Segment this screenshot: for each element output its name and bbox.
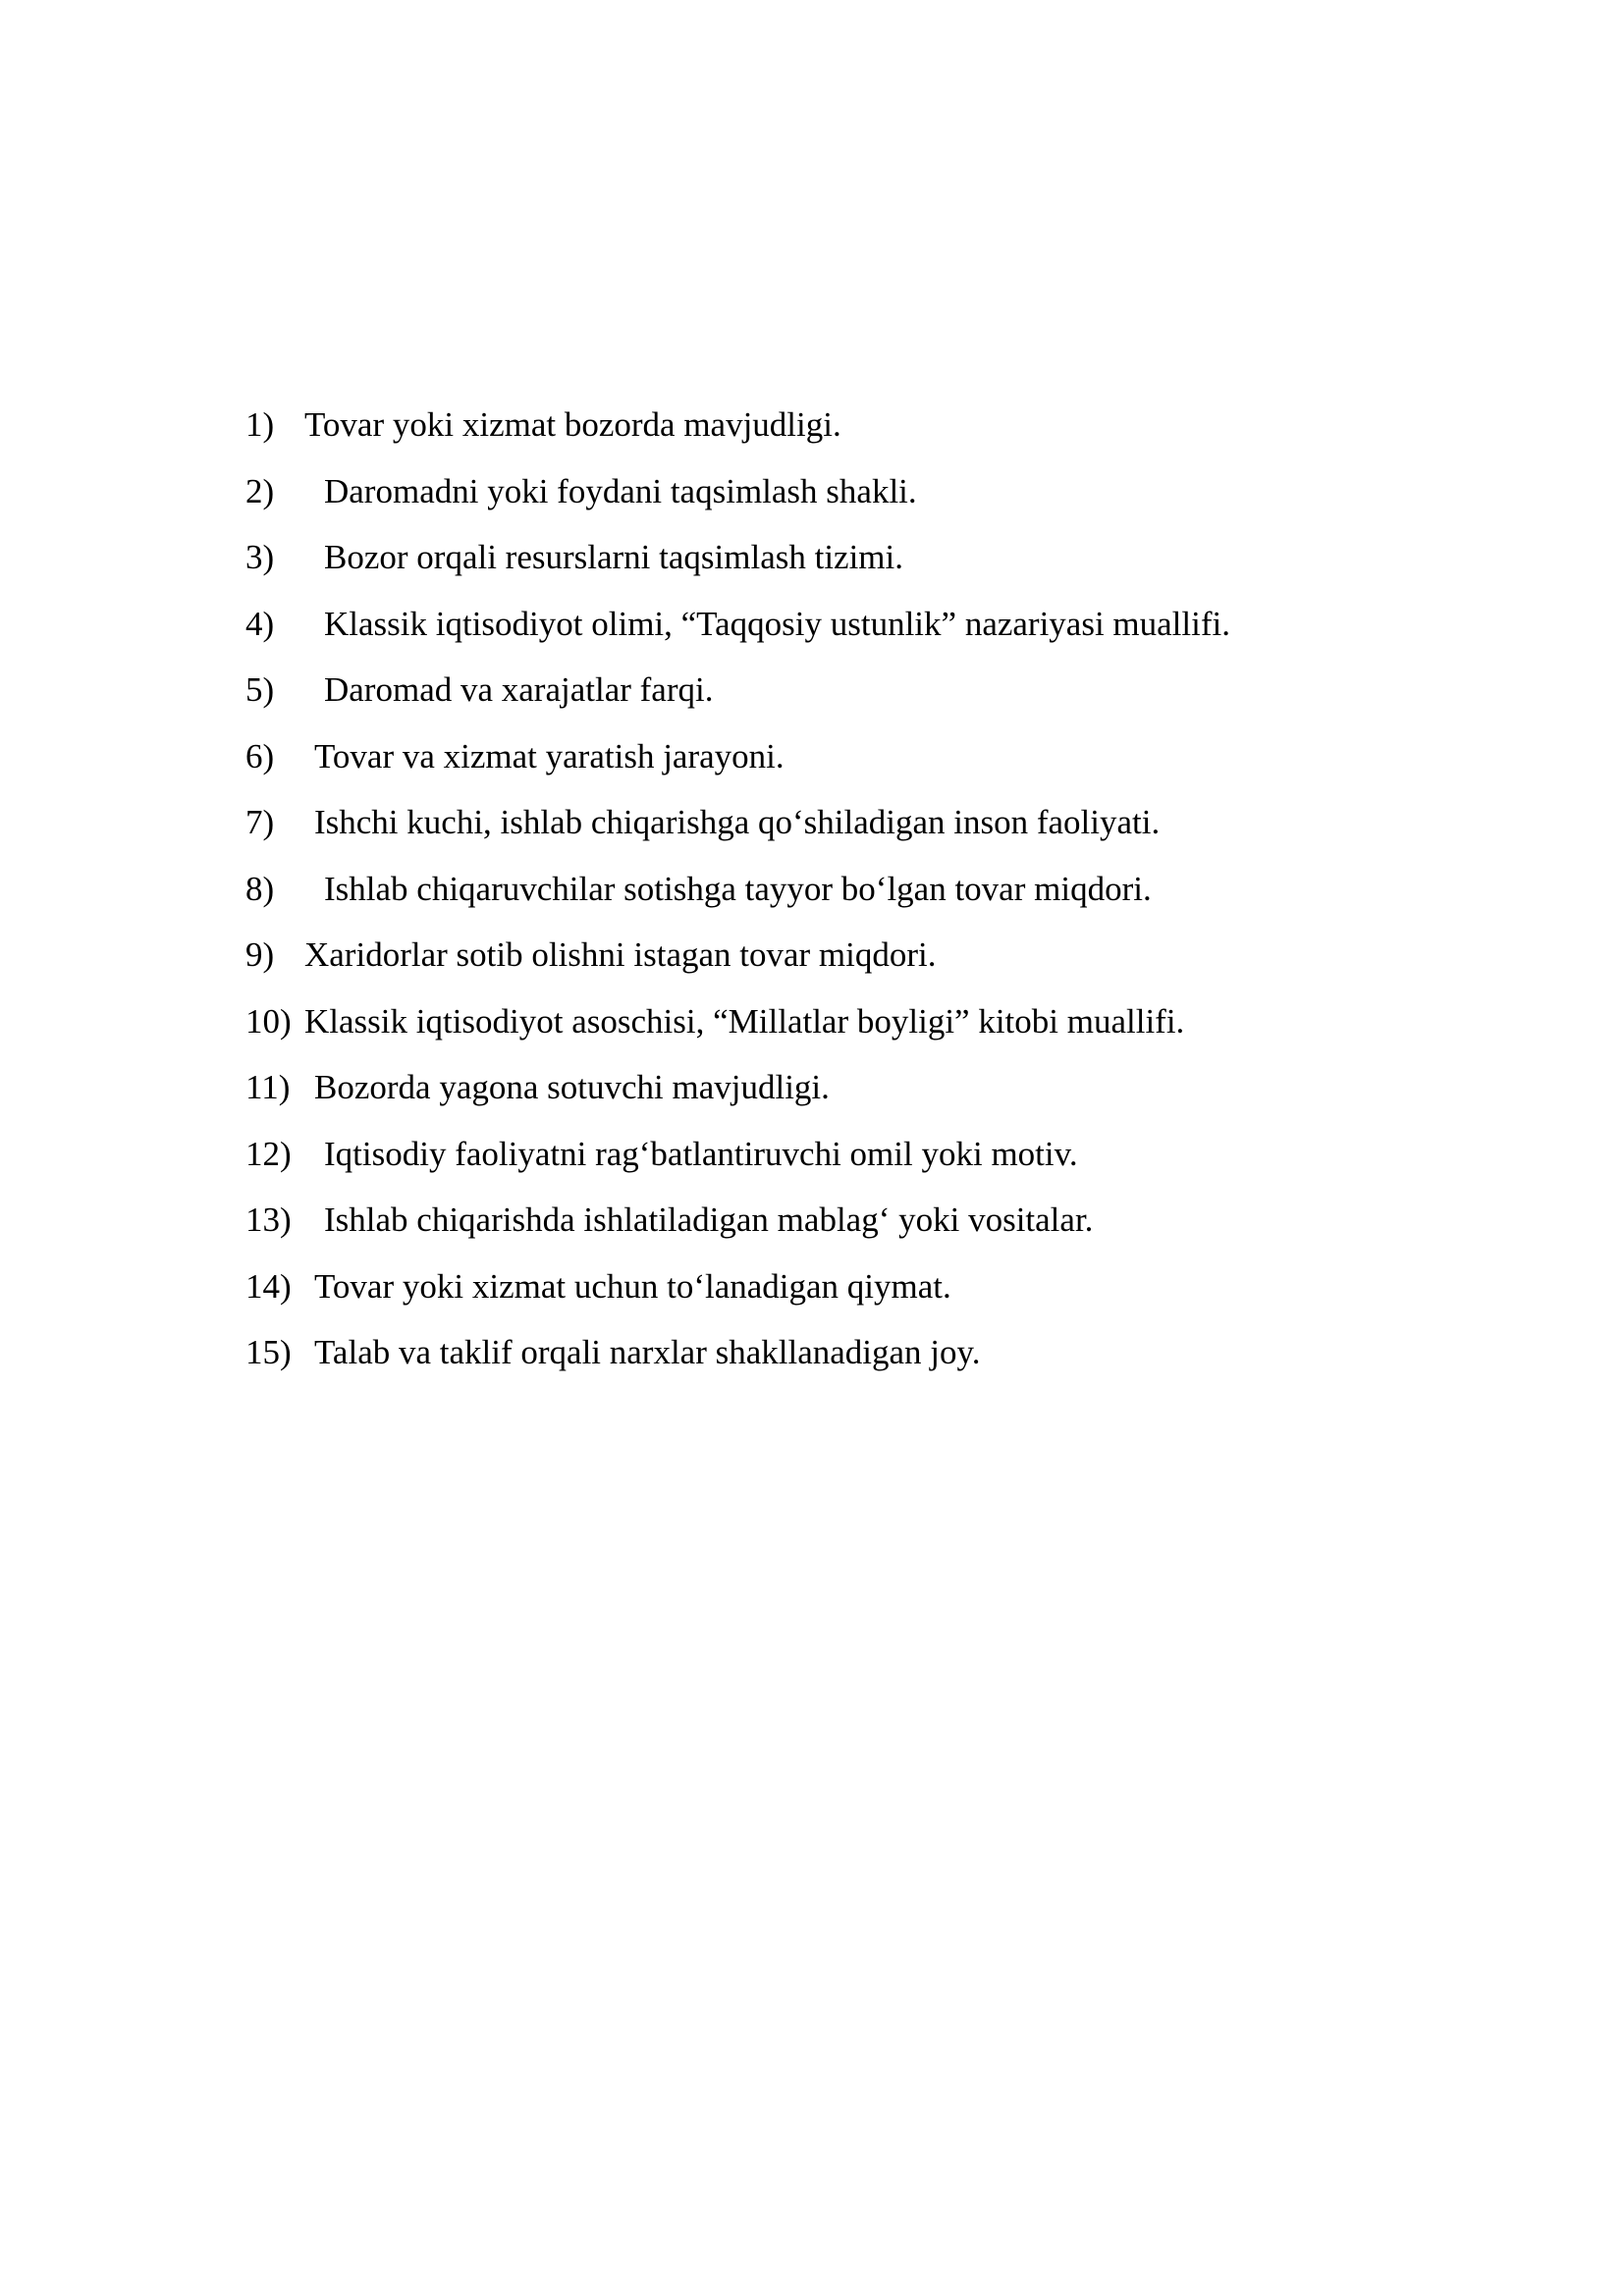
item-text: Klassik iqtisodiyot olimi, “Taqqosiy ustunlik” nazariyasi muallifi. bbox=[324, 604, 1230, 643]
item-text: Tovar va xizmat yaratish jarayoni. bbox=[314, 736, 785, 775]
item-number: 7) bbox=[245, 803, 275, 841]
list-item bbox=[245, 997, 1424, 1064]
item-number: 3) bbox=[245, 538, 275, 576]
item-text: Daromad va xarajatlar farqi. bbox=[324, 670, 714, 709]
item-text: Xaridorlar sotib olishni istagan tovar miqdori. bbox=[304, 935, 937, 974]
item-number: 13) bbox=[245, 1201, 292, 1239]
item-number: 11) bbox=[245, 1068, 291, 1106]
item-text: Iqtisodiy faoliyatni rag‘batlantiruvchi omil yoki motiv. bbox=[324, 1134, 1078, 1173]
list-item bbox=[245, 865, 1424, 932]
item-number: 9) bbox=[245, 935, 275, 974]
item-text: Ishchi kuchi, ishlab chiqarishga qo‘shiladigan inson faoliyati. bbox=[314, 803, 1161, 841]
item-number: 5) bbox=[245, 670, 275, 709]
item-text: Klassik iqtisodiyot asoschisi, “Millatlar boyligi” kitobi muallifi. bbox=[304, 1001, 1185, 1041]
list-item bbox=[245, 931, 1424, 997]
item-text: Bozor orqali resurslarni taqsimlash tizimi. bbox=[324, 538, 904, 576]
item-text: Bozorda yagona sotuvchi mavjudligi. bbox=[314, 1068, 830, 1106]
item-text: Ishlab chiqaruvchilar sotishga tayyor bo‘lgan tovar miqdori. bbox=[324, 869, 1152, 908]
item-number: 10) bbox=[245, 1001, 292, 1041]
item-number: 4) bbox=[245, 604, 275, 643]
item-number: 2) bbox=[245, 471, 275, 510]
list-item bbox=[245, 1262, 1424, 1329]
item-text: Talab va taklif orqali narxlar shakllanadigan joy. bbox=[314, 1333, 981, 1371]
list-item bbox=[245, 533, 1424, 600]
list-item bbox=[245, 1063, 1424, 1130]
item-number: 1) bbox=[245, 405, 275, 444]
list-item bbox=[245, 400, 1424, 467]
list-item bbox=[245, 467, 1424, 534]
list-item bbox=[245, 798, 1424, 865]
item-number: 12) bbox=[245, 1134, 292, 1173]
item-number: 14) bbox=[245, 1266, 292, 1306]
list-item bbox=[245, 1328, 1424, 1395]
item-number: 6) bbox=[245, 736, 275, 775]
list-item bbox=[245, 600, 1424, 667]
item-number: 15) bbox=[245, 1333, 292, 1371]
item-text: Daromadni yoki foydani taqsimlash shakli. bbox=[324, 471, 917, 510]
item-text: Tovar yoki xizmat bozorda mavjudligi. bbox=[304, 405, 841, 444]
list-item bbox=[245, 732, 1424, 799]
item-number: 8) bbox=[245, 869, 275, 908]
item-text: Tovar yoki xizmat uchun to‘lanadigan qiymat. bbox=[314, 1266, 951, 1306]
list-item bbox=[245, 666, 1424, 732]
list-item bbox=[245, 1130, 1424, 1197]
item-text: Ishlab chiqarishda ishlatiladigan mablag‘ yoki vositalar. bbox=[324, 1201, 1094, 1239]
definitions-list bbox=[245, 400, 1424, 1395]
list-item bbox=[245, 1196, 1424, 1262]
